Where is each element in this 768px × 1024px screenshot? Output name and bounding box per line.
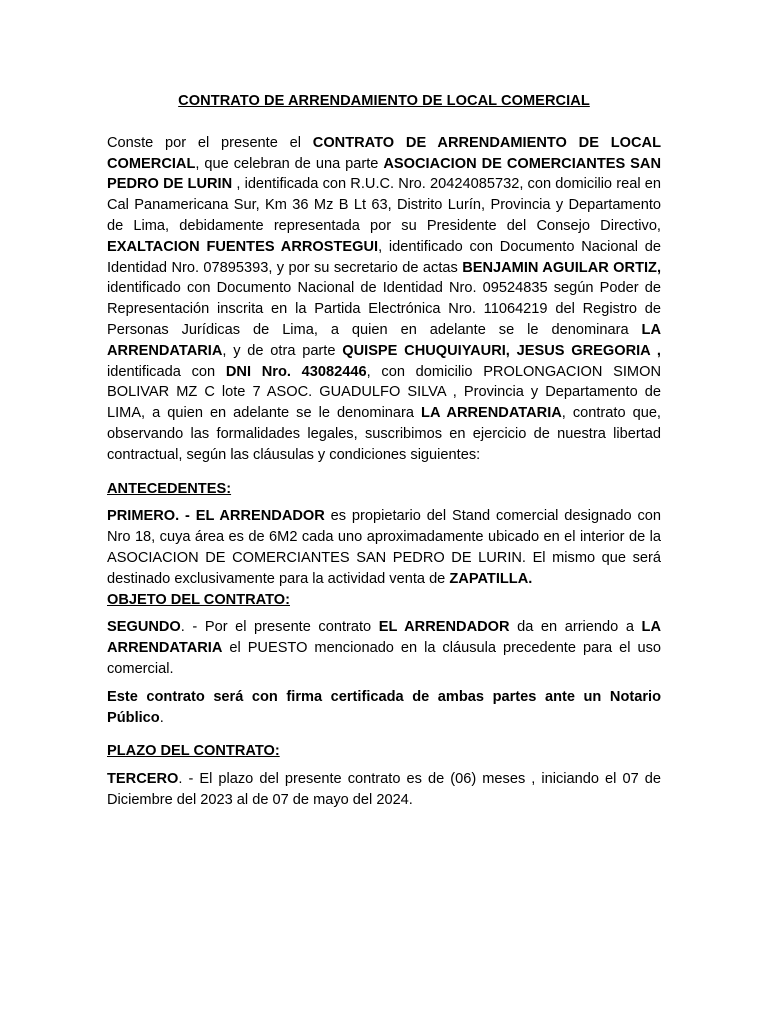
document-title: CONTRATO DE ARRENDAMIENTO DE LOCAL COMERCIAL <box>178 93 590 109</box>
text-run: identificado con Documento Nacional de Identidad Nro. 09524835 según Poder de Representación inscrita en la Partida Electrónica Nro. 11064219 del Registro de Personas Jurídicas de Lima, a quien en adelante se le denominara <box>107 280 661 338</box>
bold-text-run: ZAPATILLA. <box>449 570 533 587</box>
text-run: identificada con <box>107 363 226 380</box>
clause-segundo <box>107 617 661 679</box>
text-run: el PUESTO mencionado en la cláusula precedente para el uso comercial. <box>107 640 661 677</box>
plazo-heading: PLAZO DEL CONTRATO: <box>107 743 280 760</box>
bold-text-run: QUISPE CHUQUIYAURI, JESUS GREGORIA , <box>342 342 661 359</box>
bold-text-run: EL ARRENDADOR <box>378 619 510 636</box>
text-run: da en arriendo a <box>509 619 642 636</box>
text-run: , identificada con R.U.C. Nro. 20424085732, con domicilio real en Cal Panamericana Sur, Km 36 Mz B Lt 63, Distrito Lurín, Provincia y Departamento de Lima, debidamente representada por su Presidente del Consejo Directivo, <box>107 176 661 234</box>
objeto-heading: OBJETO DEL CONTRATO: <box>107 591 290 608</box>
bold-text-run: BENJAMIN AGUILAR ORTIZ, <box>462 259 662 276</box>
bold-text-run: PRIMERO. - EL ARRENDADOR <box>107 508 325 525</box>
intro-paragraph <box>107 133 661 466</box>
bold-text-run: CONTRATO DE ARRENDAMIENTO DE LOCAL COMERCIAL <box>107 134 661 172</box>
text-run: es propietario del Stand comercial designado con Nro 18, cuya área es de 6M2 cada uno aproximadamente ubicado en el interior de la ASOCIACION DE COMERCIANTES SAN PEDRO DE LURIN. El mismo que será destinado exclusivamente para la actividad venta de <box>107 508 661 587</box>
antecedentes-heading: ANTECEDENTES: <box>107 480 232 497</box>
text-run: . - Por el presente contrato <box>180 619 379 636</box>
clause-primero <box>107 506 661 589</box>
text-run: , que celebran de una parte <box>195 155 384 172</box>
text-run: , y de otra parte <box>222 342 343 359</box>
document-body <box>107 91 661 811</box>
bold-text-run: DNI Nro. 43082446 <box>225 363 367 380</box>
bold-text-run: LA ARRENDATARIA <box>107 321 661 359</box>
text-run: Conste por el presente el <box>107 134 313 151</box>
clause-tercero <box>107 769 661 811</box>
text-run: . <box>159 709 164 726</box>
bold-text-run: SEGUNDO <box>107 619 181 636</box>
bold-text-run: Este contrato será con firma certificada de ambas partes ante un Notario Público <box>107 688 661 726</box>
bold-text-run: ASOCIACION DE COMERCIANTES SAN PEDRO DE LURIN <box>107 155 661 193</box>
text-run: , identificado con Documento Nacional de Identidad Nro. 07895393, y por su secretario de actas <box>107 238 661 276</box>
text-run: . - El plazo del presente contrato es de (06) meses , iniciando el 07 de Diciembre del 2023 al de 07 de mayo del 2024. <box>107 771 661 808</box>
text-run: , con domicilio PROLONGACION SIMON BOLIVAR MZ C lote 7 ASOC. GUADULFO SILVA , Provincia y Departamento de LIMA, a quien en adelante se le denominara <box>107 363 661 422</box>
bold-text-run: TERCERO <box>107 771 179 788</box>
bold-text-run: LA ARRENDATARIA <box>107 619 661 657</box>
bold-text-run: EXALTACION FUENTES ARROSTEGUI <box>107 238 379 255</box>
text-run: , contrato que, observando las formalidades legales, suscribimos en ejercicio de nuestra libertad contractual, según las cláusulas y condiciones siguientes: <box>107 405 661 463</box>
notary-note <box>107 687 661 729</box>
bold-text-run: LA ARRENDATARIA <box>421 405 562 422</box>
